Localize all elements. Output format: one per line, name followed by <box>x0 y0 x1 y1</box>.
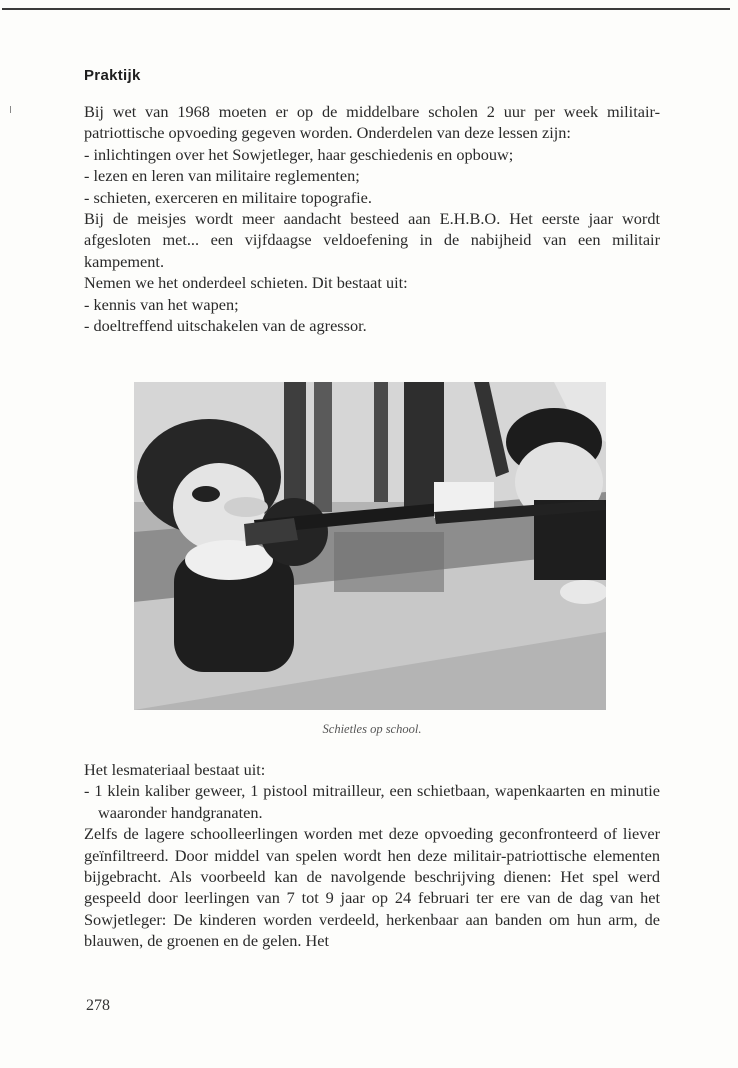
list-item: - lezen en leren van militaire reglementen; <box>84 165 660 186</box>
list-item: - kennis van het wapen; <box>84 294 660 315</box>
girls-paragraph: Bij de meisjes wordt meer aandacht besteed aan E.H.B.O. Het eerste jaar wordt afgesloten met... een vijfdaagse veldoefening in de nabijheid van een militair kampement. <box>84 209 660 271</box>
body-paragraph: Zelfs de lagere schoolleerlingen worden met deze opvoeding geconfronteerd of liever geïnfiltreerd. Door middel van spelen wordt hen deze militair-patriottische elementen bijgebracht. Als voorbeeld kan de navolgende beschrijving dienen: Het spel werd gespeeld door leerlingen van 7 tot 9 jaar op 24 februari ter ere van de dag van het Sowjetleger: De kinderen worden verdeeld, herkenbaar aan banden om hun arm, de blauwen, de groenen en de gelen. Het <box>84 824 660 951</box>
list-item: - inlichtingen over het Sowjetleger, haar geschiedenis en opbouw; <box>84 144 660 165</box>
page-number: 278 <box>86 997 110 1014</box>
material-list <box>84 780 660 823</box>
margin-mark <box>10 106 11 113</box>
section-title: Praktijk <box>84 67 141 84</box>
top-rule <box>2 8 730 10</box>
material-intro: Het lesmateriaal bestaat uit: <box>84 760 266 779</box>
text-block-bottom <box>84 759 660 952</box>
list-item: - 1 klein kaliber geweer, 1 pistool mitrailleur, een schietbaan, wapenkaarten en minutie waaronder handgranaten. <box>84 780 660 823</box>
intro-paragraph: Bij wet van 1968 moeten er op de middelbare scholen 2 uur per week militair-patriottische opvoeding gegeven worden. Onderdelen van deze lessen zijn: <box>84 102 660 143</box>
list-item: - schieten, exerceren en militaire topografie. <box>84 187 660 208</box>
lesson-parts-list <box>84 144 660 208</box>
list-item: - doeltreffend uitschakelen van de agressor. <box>84 315 660 336</box>
photo-caption: Schietles op school. <box>322 722 422 736</box>
text-block-top <box>84 101 660 336</box>
classroom-shooting-photo <box>134 382 606 710</box>
shooting-parts-list <box>84 294 660 337</box>
shooting-intro: Nemen we het onderdeel schieten. Dit bestaat uit: <box>84 273 408 293</box>
